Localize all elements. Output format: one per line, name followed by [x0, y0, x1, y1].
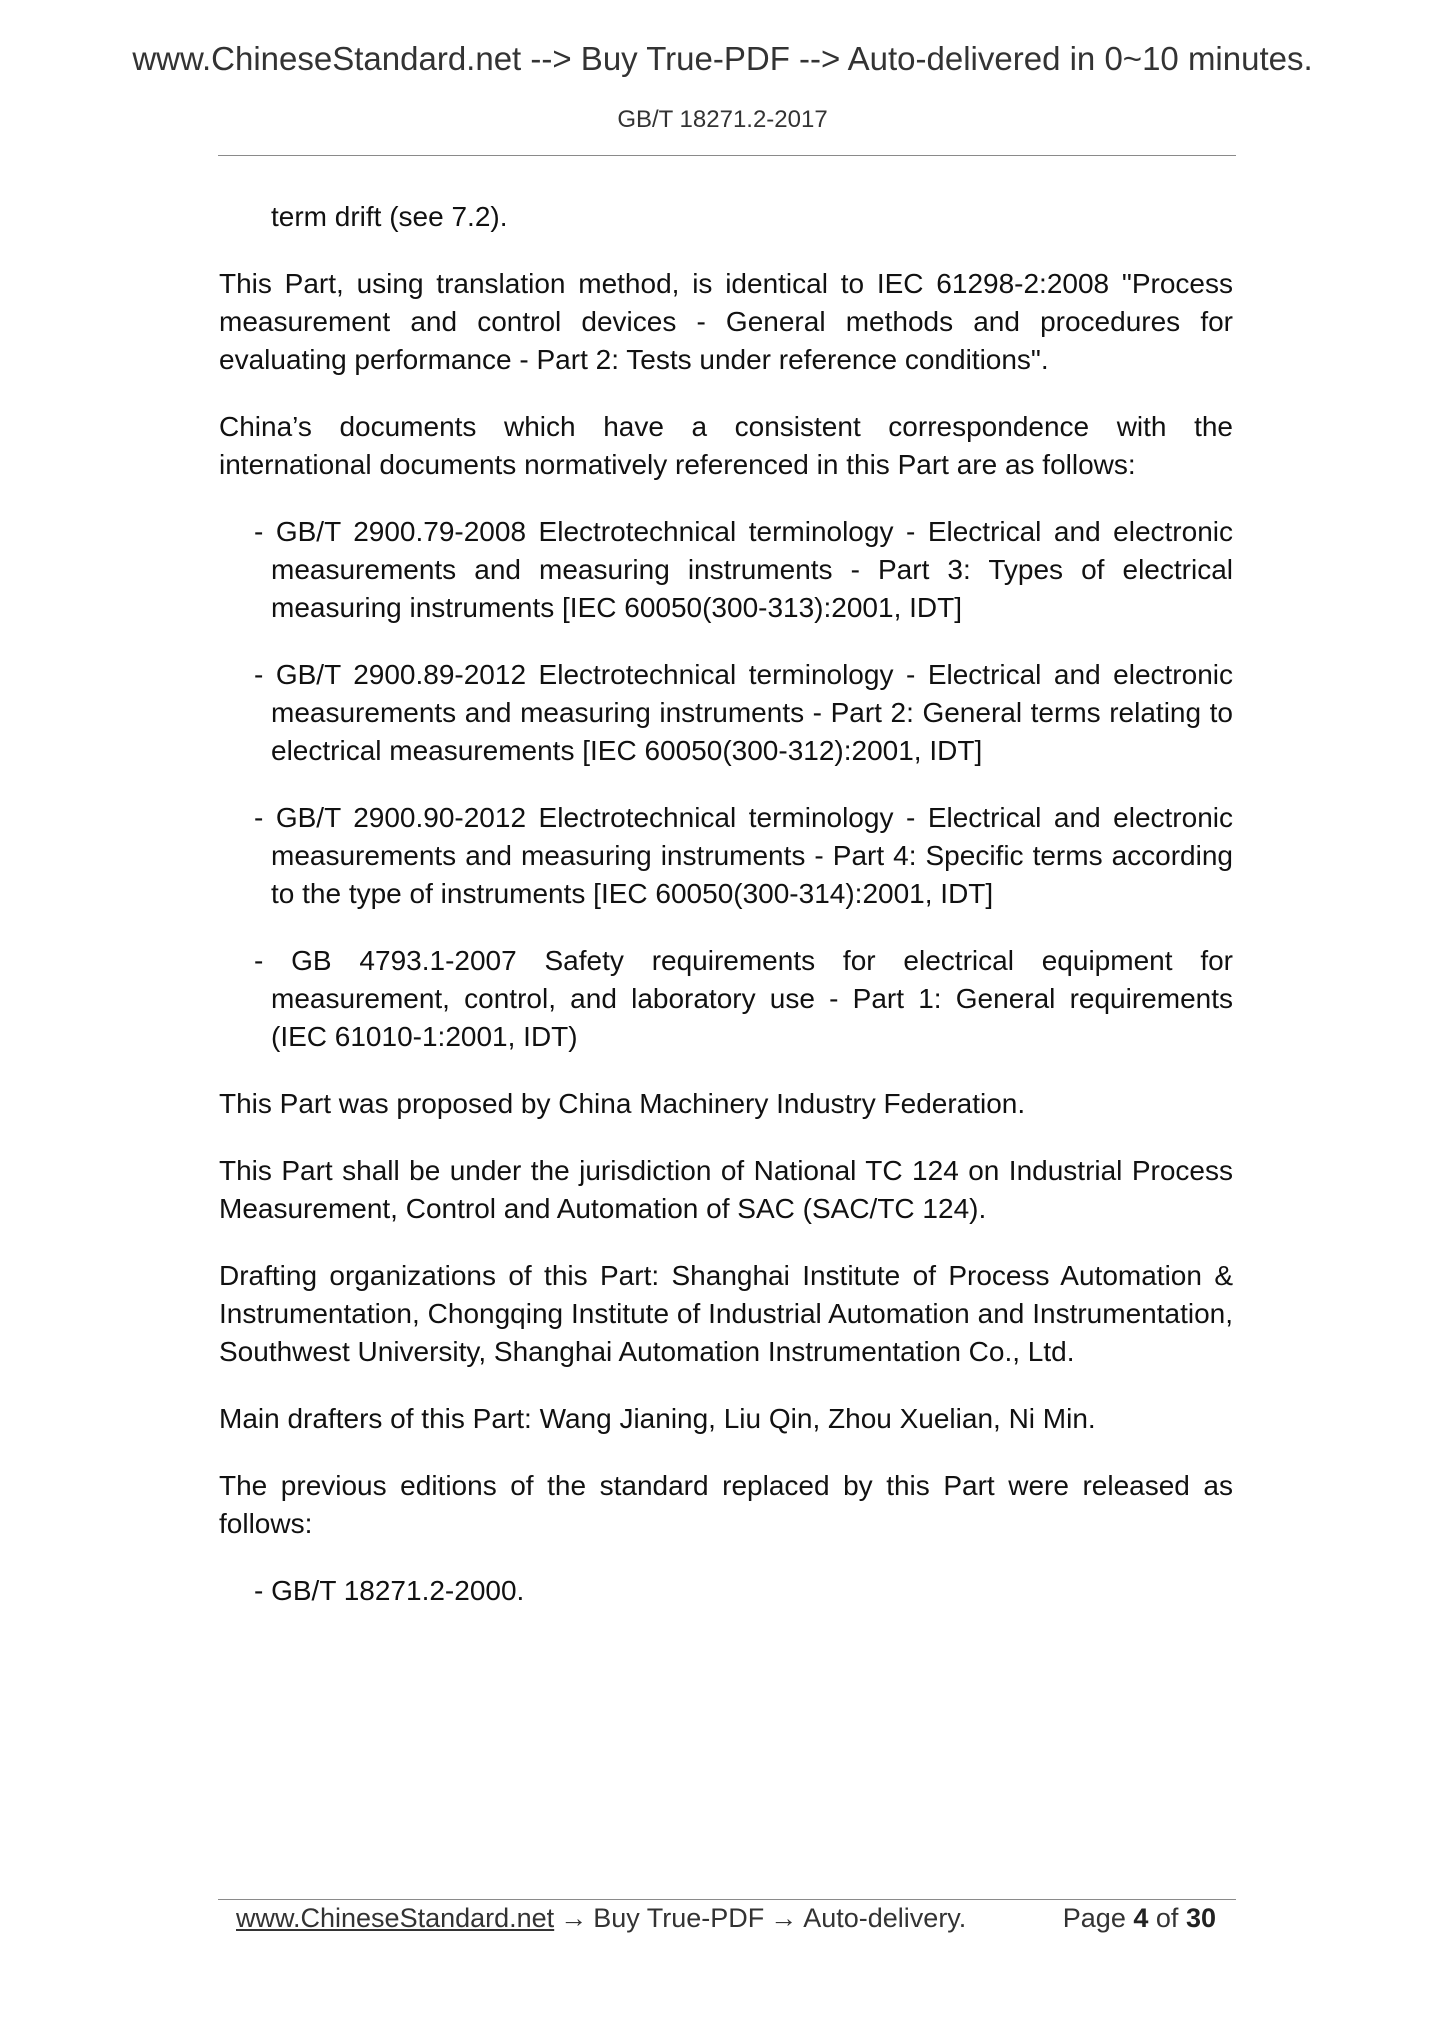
footer-site-link[interactable]: www.ChineseStandard.net	[236, 1903, 555, 1933]
page-number	[1063, 1903, 1216, 1934]
list-item: - GB/T 18271.2-2000.	[254, 1575, 525, 1606]
page-label: Page	[1062, 1903, 1126, 1933]
footer-delivery-text: Auto-delivery.	[803, 1903, 967, 1933]
arrow-right-icon: →	[770, 1903, 798, 1933]
page-of-label: of	[1155, 1903, 1179, 1933]
paragraph-proposed-by: This Part was proposed by China Machinery Industry Federation.	[219, 1088, 1026, 1119]
document-body	[219, 198, 1233, 1639]
footer-buy-text: Buy True-PDF	[593, 1903, 765, 1933]
paragraph-previous-editions: The previous editions of the standard replaced by this Part were released as follows:	[219, 1470, 1233, 1539]
list-item: - GB/T 2900.90-2012 Electrotechnical terminology - Electrical and electronic measurements and measuring instruments - Part 4: Specific terms according to the type of instruments [IEC 60050(300-314):2001, IDT]	[254, 802, 1233, 909]
paragraph-jurisdiction: This Part shall be under the jurisdiction of National TC 124 on Industrial Process Measurement, Control and Automation of SAC (SAC/TC 124).	[219, 1155, 1233, 1224]
paragraph-identical-standard: This Part, using translation method, is identical to IEC 61298-2:2008 "Process measurement and control devices - General methods and procedures for evaluating performance - Part 2: Tests under reference conditions".	[219, 268, 1233, 375]
footer-promo	[236, 1903, 966, 1934]
page-current: 4	[1133, 1903, 1149, 1933]
paragraph-drafting-organizations: Drafting organizations of this Part: Shanghai Institute of Process Automation & Instrumentation, Chongqing Institute of Industrial Automation and Instrumentation, Southwest University, Shanghai Automation Instrumentation Co., Ltd.	[219, 1260, 1233, 1367]
reference-list	[219, 513, 1233, 1056]
intro-continuation: term drift (see 7.2).	[271, 201, 508, 232]
list-item: - GB/T 2900.79-2008 Electrotechnical terminology - Electrical and electronic measurements and measuring instruments - Part 3: Types of electrical measuring instruments [IEC 60050(300-313):2001, IDT]	[254, 516, 1233, 623]
paragraph-main-drafters: Main drafters of this Part: Wang Jianing, Liu Qin, Zhou Xuelian, Ni Min.	[219, 1403, 1096, 1434]
page-footer	[236, 1903, 1216, 1934]
list-item: - GB 4793.1-2007 Safety requirements for electrical equipment for measurement, control, and laboratory use - Part 1: General requirements (IEC 61010-1:2001, IDT)	[254, 945, 1233, 1052]
document-code: GB/T 18271.2-2017	[617, 106, 828, 133]
footer-divider	[218, 1899, 1236, 1900]
top-banner: www.ChineseStandard.net --> Buy True-PDF --> Auto-delivered in 0~10 minutes.	[132, 40, 1313, 77]
paragraph-correspondence: China’s documents which have a consistent correspondence with the international documents normatively referenced in this Part are as follows:	[219, 411, 1233, 480]
page-total: 30	[1185, 1903, 1216, 1933]
header-divider	[218, 155, 1236, 156]
previous-editions-list	[219, 1572, 1233, 1610]
list-item: - GB/T 2900.89-2012 Electrotechnical terminology - Electrical and electronic measurements and measuring instruments - Part 2: General terms relating to electrical measurements [IEC 60050(300-312):2001, IDT]	[254, 659, 1233, 766]
arrow-right-icon: →	[560, 1903, 588, 1933]
